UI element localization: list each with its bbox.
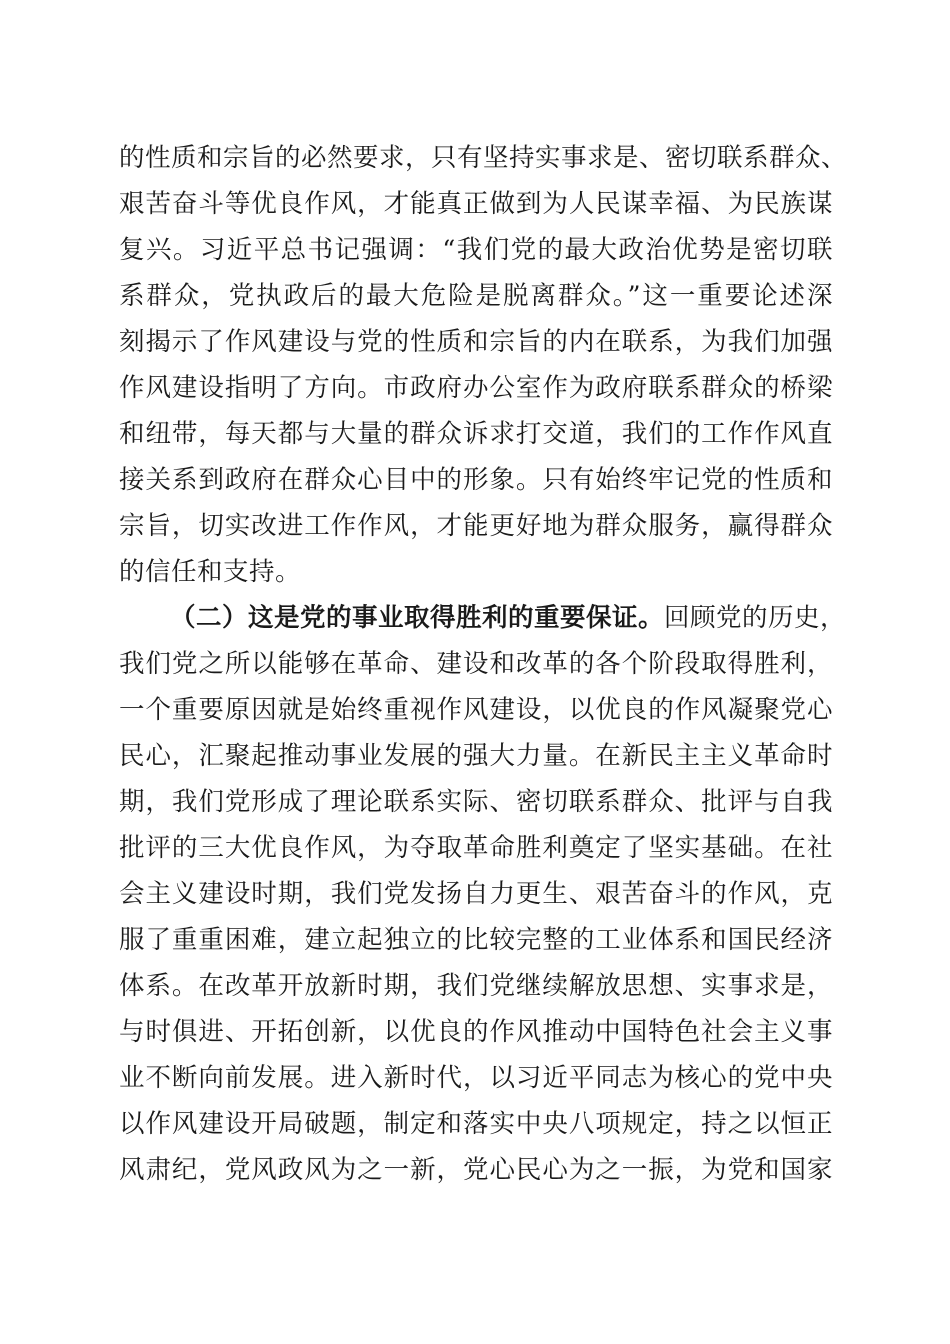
text-line: 复兴。习近平总书记强调：“我们党的最大政治优势是密切联 [119,235,833,265]
text-line: 宗旨，切实改进工作作风，才能更好地为群众服务，赢得群众 [119,511,833,541]
text-line: 和纽带，每天都与大量的群众诉求打交道，我们的工作作风直 [119,419,833,449]
text-line: 我们党之所以能够在革命、建设和改革的各个阶段取得胜利， [119,649,833,679]
text-line: 系群众，党执政后的最大危险是脱离群众。”这一重要论述深 [119,281,833,311]
text-line: 批评的三大优良作风，为夺取革命胜利奠定了坚实基础。在社 [119,833,833,863]
text-line: 服了重重困难，建立起独立的比较完整的工业体系和国民经济 [119,925,833,955]
section-heading: （二）这是党的事业取得胜利的重要保证。 [170,603,665,633]
text-line: 的性质和宗旨的必然要求，只有坚持实事求是、密切联系群众、 [119,143,848,173]
text-line: 的信任和支持。 [119,557,302,587]
text-line: 业不断向前发展。进入新时代，以习近平同志为核心的党中央 [119,1063,833,1093]
text-line: 一个重要原因就是始终重视作风建设，以优良的作风凝聚党心 [119,695,833,725]
text-line: 接关系到政府在群众心目中的形象。只有始终牢记党的性质和 [119,465,833,495]
text-line: 与时俱进、开拓创新，以优良的作风推动中国特色社会主义事 [119,1017,833,1047]
section-heading-line [170,593,847,643]
text-line: 作风建设指明了方向。市政府办公室作为政府联系群众的桥梁 [119,373,833,403]
text-line: 刻揭示了作风建设与党的性质和宗旨的内在联系，为我们加强 [119,327,833,357]
text-line: 风肃纪，党风政风为之一新，党心民心为之一振，为党和国家 [119,1155,833,1185]
text-line: 体系。在改革开放新时期，我们党继续解放思想、实事求是， [119,971,833,1001]
text-line: 民心，汇聚起推动事业发展的强大力量。在新民主主义革命时 [119,741,833,771]
text-line: 会主义建设时期，我们党发扬自力更生、艰苦奋斗的作风，克 [119,879,833,909]
text-line: 以作风建设开局破题，制定和落实中央八项规定，持之以恒正 [119,1109,833,1139]
text-line: 艰苦奋斗等优良作风，才能真正做到为人民谋幸福、为民族谋 [119,189,833,219]
section-heading-rest: 回顾党的历史， [664,603,847,633]
text-line: 期，我们党形成了理论联系实际、密切联系群众、批评与自我 [119,787,833,817]
